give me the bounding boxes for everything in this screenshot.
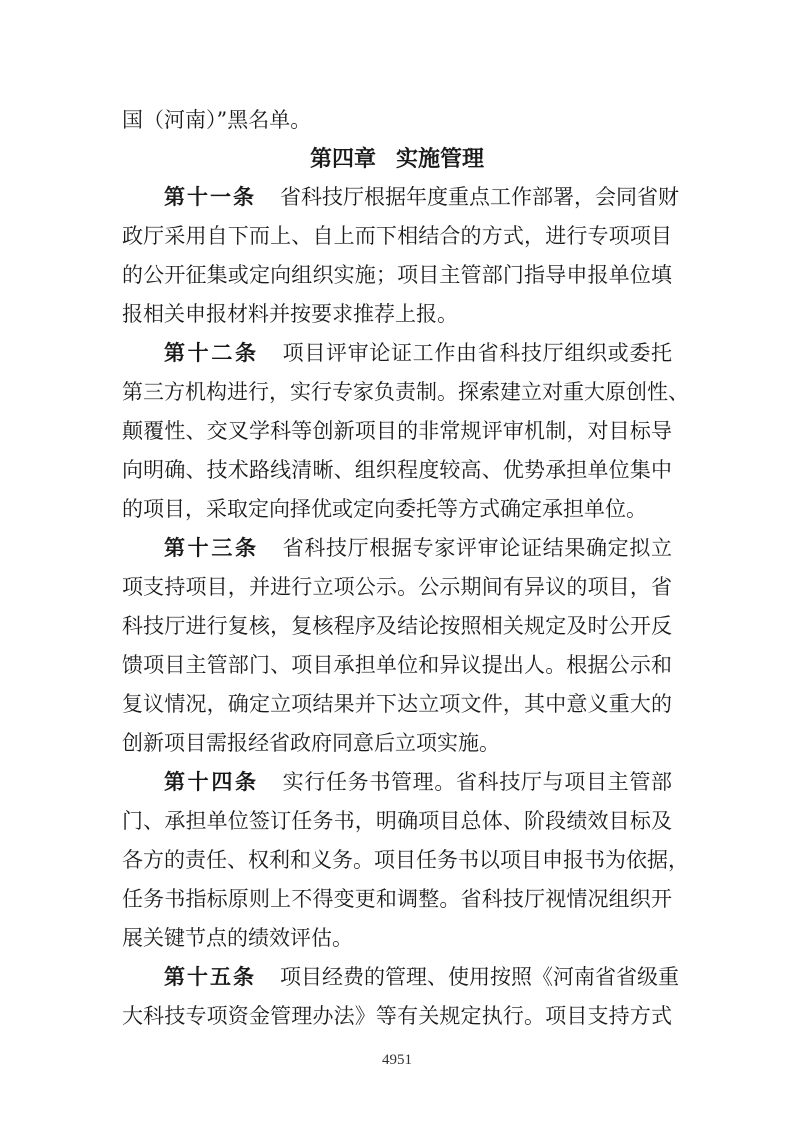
article-11-line-4: 报相关申报材料并按要求推荐上报。 [122, 302, 458, 326]
article-14-line-2: 门、承担单位签订任务书，明确项目总体、阶段绩效目标及 [122, 809, 672, 833]
article-14-line-4: 任务书指标原则上不得变更和调整。省科技厅视情况组织开 [122, 887, 672, 911]
article-label: 第十四条 [164, 769, 259, 794]
article-14-line-3: 各方的责任、权利和义务。项目任务书以项目申报书为依据， [122, 848, 689, 872]
article-12-line-2: 第三方机构进行，实行专家负责制。探索建立对重大原创性、 [122, 380, 689, 404]
chapter-title: 实施管理 [396, 146, 485, 172]
article-label: 第十五条 [164, 964, 256, 989]
article-13-line-3: 科技厅进行复核，复核程序及结论按照相关规定及时公开反 [122, 614, 672, 638]
article-11-line-2: 政厅采用自下而上、自上而下相结合的方式，进行专项项目 [122, 224, 672, 248]
article-13-line-1: 第十三条 省科技厅根据专家评审论证结果确定拟立 [164, 535, 673, 560]
article-label: 第十三条 [164, 535, 259, 560]
article-11-line-3: 的公开征集或定向组织实施；项目主管部门指导申报单位填 [122, 263, 672, 287]
article-11-line-1: 第十一条 省科技厅根据年度重点工作部署，会同省财 [164, 184, 679, 209]
page-number: 4951 [382, 1052, 412, 1068]
continuation-line: 国（河南）”黑名单。 [122, 108, 312, 132]
article-14-line-5: 展关键节点的绩效评估。 [122, 926, 353, 950]
article-13-line-2: 项支持项目，并进行立项公示。公示期间有异议的项目，省 [122, 575, 672, 599]
article-15-line-2: 大科技专项资金管理办法》等有关规定执行。项目支持方式 [122, 1004, 672, 1028]
chapter-number: 第四章 [309, 146, 376, 172]
chapter-heading [0, 139, 794, 179]
article-15-line-1: 第十五条 项目经费的管理、使用按照《河南省省级重 [164, 964, 679, 989]
article-12-line-5: 的项目，采取定向择优或定向委托等方式确定承担单位。 [122, 497, 647, 521]
article-12-line-3: 颠覆性、交叉学科等创新项目的非常规评审机制，对目标导 [122, 419, 672, 443]
article-14-line-1: 第十四条 实行任务书管理。省科技厅与项目主管部 [164, 769, 673, 794]
article-label: 第十二条 [164, 340, 259, 365]
article-13-line-4: 馈项目主管部门、项目承担单位和异议提出人。根据公示和 [122, 653, 672, 677]
article-label: 第十一条 [164, 184, 256, 209]
article-13-line-6: 创新项目需报经省政府同意后立项实施。 [122, 731, 500, 755]
article-13-line-5: 复议情况，确定立项结果并下达立项文件，其中意义重大的 [122, 692, 672, 716]
article-12-line-4: 向明确、技术路线清晰、组织程度较高、优势承担单位集中 [122, 458, 672, 482]
article-12-line-1: 第十二条 项目评审论证工作由省科技厅组织或委托 [164, 340, 673, 365]
